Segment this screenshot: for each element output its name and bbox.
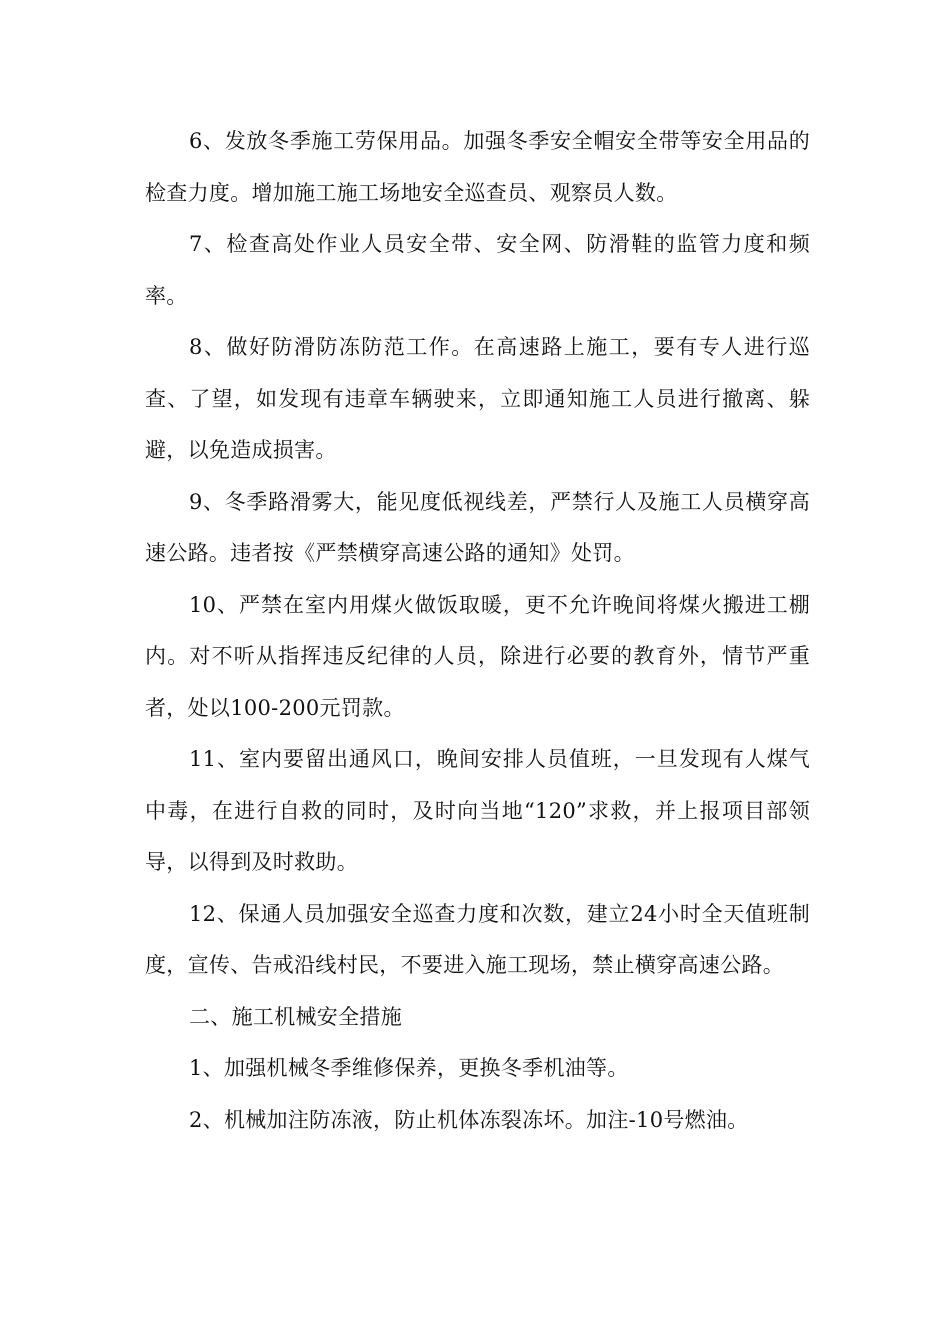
paragraph-item-7: 7、检查高处作业人员安全带、安全网、防滑鞋的监管力度和频率。	[145, 232, 810, 308]
paragraph-item-6: 6、发放冬季施工劳保用品。加强冬季安全帽安全带等安全用品的检查力度。增加施工施工场地安全巡查员、观察员人数。	[145, 129, 810, 205]
paragraph-machinery-1: 1、加强机械冬季维修保养，更换冬季机油等。	[189, 1056, 629, 1080]
paragraph-machinery-2: 2、机械加注防冻液，防止机体冻裂冻坏。加注-10号燃油。	[189, 1107, 749, 1132]
paragraph-item-10: 10、严禁在室内用煤火做饭取暖，更不允许晚间将煤火搬进工棚内。对不听从指挥违反纪律的人员，除进行必要的教育外，情节严重者，处以100-200元罚款。	[145, 592, 810, 720]
paragraph-item-8: 8、做好防滑防冻防范工作。在高速路上施工，要有专人进行巡查、了望，如发现有违章车辆驶来，立即通知施工人员进行撤离、躲避，以免造成损害。	[145, 335, 810, 462]
section-heading-machinery: 二、施工机械安全措施	[189, 1004, 402, 1029]
paragraph-item-11: 11、室内要留出通风口，晚间安排人员值班，一旦发现有人煤气中毒，在进行自救的同时，及时向当地“120”求救，并上报项目部领导，以得到及时救助。	[145, 747, 810, 874]
paragraph-item-9: 9、冬季路滑雾大，能见度低视线差，严禁行人及施工人员横穿高速公路。违者按《严禁横穿高速公路的通知》处罚。	[145, 489, 810, 565]
paragraph-item-12: 12、保通人员加强安全巡查力度和次数，建立24小时全天值班制度，宣传、告戒沿线村民，不要进入施工现场，禁止横穿高速公路。	[145, 901, 810, 977]
document-body	[145, 116, 810, 1146]
